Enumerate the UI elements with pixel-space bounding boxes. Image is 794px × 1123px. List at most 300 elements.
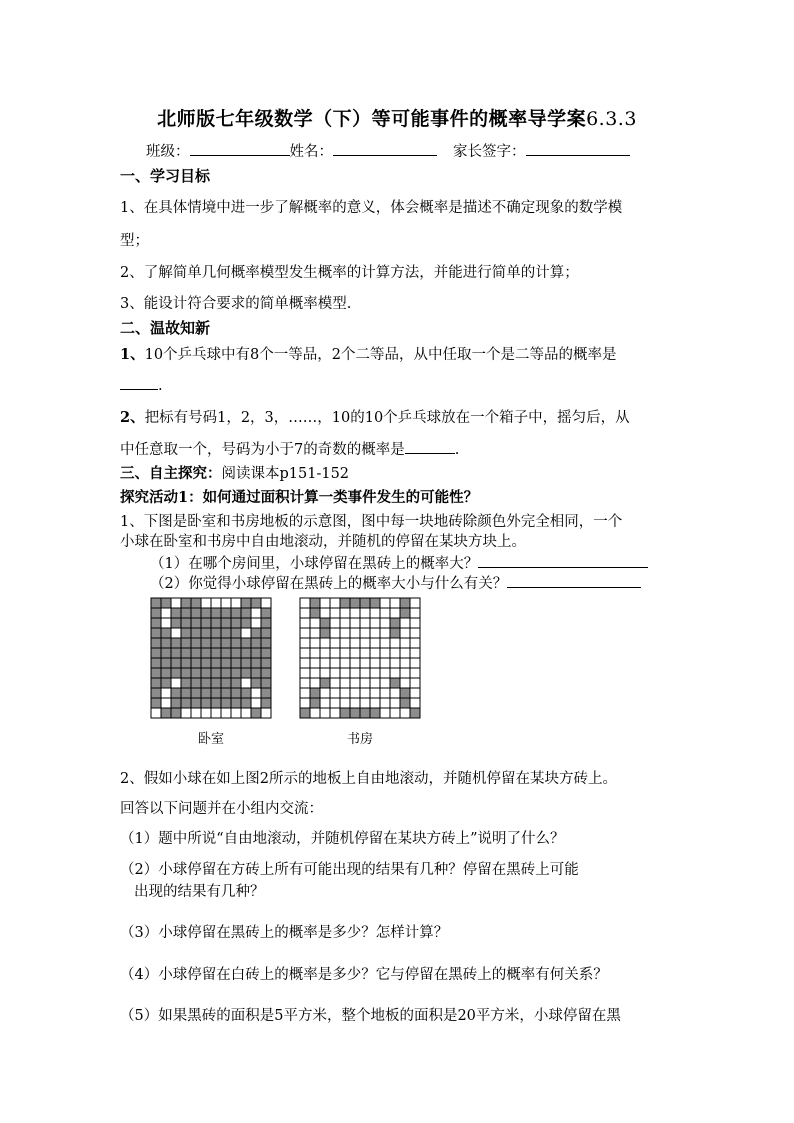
bedroom-light-tile: [231, 708, 241, 718]
bedroom-dark-tile: [261, 628, 271, 638]
problem-2-line-b: 回答以下问题并在小组内交流：: [120, 801, 323, 817]
study-dark-tile: [400, 698, 410, 708]
study-dark-tile: [340, 598, 350, 608]
bedroom-dark-tile: [211, 648, 221, 658]
study-light-tile: [360, 698, 370, 708]
study-light-tile: [310, 658, 320, 668]
bedroom-dark-tile: [261, 658, 271, 668]
study-light-tile: [380, 598, 390, 608]
bedroom-dark-tile: [201, 648, 211, 658]
study-light-tile: [360, 628, 370, 638]
study-light-tile: [330, 638, 340, 648]
study-light-tile: [400, 708, 410, 718]
bedroom-dark-tile: [221, 688, 231, 698]
bedroom-light-tile: [221, 598, 231, 608]
bedroom-light-tile: [201, 708, 211, 718]
study-light-tile: [340, 638, 350, 648]
bedroom-dark-tile: [251, 658, 261, 668]
study-dark-tile: [390, 678, 400, 688]
bedroom-dark-tile: [151, 608, 161, 618]
bedroom-dark-tile: [231, 648, 241, 658]
study-light-tile: [300, 698, 310, 708]
study-light-tile: [320, 658, 330, 668]
header-fields: [146, 140, 630, 161]
study-dark-tile: [400, 598, 410, 608]
study-light-tile: [380, 628, 390, 638]
bedroom-dark-tile: [191, 678, 201, 688]
bedroom-dark-tile: [151, 668, 161, 678]
bedroom-dark-tile: [231, 668, 241, 678]
study-light-tile: [370, 698, 380, 708]
review-q2-blank[interactable]: [405, 439, 455, 454]
study-light-tile: [320, 698, 330, 708]
bedroom-dark-tile: [151, 618, 161, 628]
bedroom-light-tile: [251, 618, 261, 628]
bedroom-dark-tile: [211, 668, 221, 678]
study-light-tile: [300, 608, 310, 618]
bedroom-dark-tile: [151, 658, 161, 668]
study-light-tile: [380, 678, 390, 688]
bedroom-dark-tile: [251, 638, 261, 648]
review-q2-number: 2、: [120, 409, 145, 426]
study-light-tile: [310, 668, 320, 678]
study-light-tile: [340, 628, 350, 638]
section-goals-heading: 一、学习目标: [120, 167, 211, 185]
study-light-tile: [350, 628, 360, 638]
review-q1-number: 1、: [120, 346, 145, 363]
bedroom-dark-tile: [211, 638, 221, 648]
study-light-tile: [370, 608, 380, 618]
study-light-tile: [370, 628, 380, 638]
study-light-tile: [410, 688, 420, 698]
bedroom-light-tile: [261, 598, 271, 608]
study-light-tile: [350, 688, 360, 698]
bedroom-dark-tile: [161, 658, 171, 668]
study-light-tile: [400, 638, 410, 648]
study-dark-tile: [310, 608, 320, 618]
bedroom-dark-tile: [201, 678, 211, 688]
bedroom-light-tile: [191, 708, 201, 718]
bedroom-dark-tile: [211, 608, 221, 618]
problem-2-question-2: （2）小球停留在方砖上所有可能出现的结果有几种？停留在黑砖上可能: [120, 862, 579, 878]
study-dark-tile: [390, 628, 400, 638]
name-label: 姓名：: [289, 144, 333, 160]
study-light-tile: [360, 618, 370, 628]
study-light-tile: [310, 628, 320, 638]
study-light-tile: [360, 648, 370, 658]
study-light-tile: [350, 648, 360, 658]
study-light-tile: [390, 638, 400, 648]
study-dark-tile: [350, 708, 360, 718]
bedroom-dark-tile: [181, 598, 191, 608]
study-light-tile: [380, 608, 390, 618]
study-light-tile: [300, 618, 310, 628]
study-light-tile: [300, 598, 310, 608]
bedroom-light-tile: [181, 708, 191, 718]
bedroom-light-tile: [161, 698, 171, 708]
study-light-tile: [400, 648, 410, 658]
bedroom-dark-tile: [251, 628, 261, 638]
study-light-tile: [350, 658, 360, 668]
study-light-tile: [350, 698, 360, 708]
bedroom-dark-tile: [241, 618, 251, 628]
study-dark-tile: [320, 628, 330, 638]
study-light-tile: [410, 608, 420, 618]
bedroom-light-tile: [171, 678, 181, 688]
page-title: [0, 104, 794, 131]
bedroom-dark-tile: [211, 618, 221, 628]
bedroom-dark-tile: [221, 658, 231, 668]
bedroom-dark-tile: [161, 638, 171, 648]
bedroom-light-tile: [151, 708, 161, 718]
study-light-tile: [380, 638, 390, 648]
bedroom-caption: 卧室: [198, 732, 225, 747]
study-light-tile: [360, 608, 370, 618]
bedroom-light-tile: [161, 688, 171, 698]
bedroom-dark-tile: [261, 678, 271, 688]
bedroom-dark-tile: [241, 648, 251, 658]
bedroom-dark-tile: [241, 608, 251, 618]
study-light-tile: [360, 678, 370, 688]
study-caption: 书房: [347, 732, 374, 747]
study-dark-tile: [360, 598, 370, 608]
study-light-tile: [410, 678, 420, 688]
problem-2-line-a: 2、假如小球在如上图2所示的地板上自由地滚动，并随机停留在某块方砖上。: [120, 771, 617, 787]
study-light-tile: [330, 628, 340, 638]
bedroom-dark-tile: [191, 608, 201, 618]
bedroom-dark-tile: [171, 688, 181, 698]
review-q1-blank[interactable]: [120, 375, 158, 390]
study-light-tile: [400, 618, 410, 628]
study-light-tile: [340, 658, 350, 668]
bedroom-dark-tile: [201, 608, 211, 618]
bedroom-dark-tile: [261, 618, 271, 628]
study-light-tile: [320, 608, 330, 618]
study-light-tile: [330, 608, 340, 618]
study-light-tile: [340, 648, 350, 658]
bedroom-dark-tile: [181, 698, 191, 708]
problem-1-q1-blank[interactable]: [478, 553, 648, 568]
study-light-tile: [350, 678, 360, 688]
bedroom-dark-tile: [221, 648, 231, 658]
bedroom-light-tile: [211, 598, 221, 608]
parent-sign-blank[interactable]: [526, 141, 630, 156]
study-light-tile: [410, 698, 420, 708]
bedroom-dark-tile: [251, 678, 261, 688]
review-question-1-answer: [120, 375, 163, 394]
study-light-tile: [310, 638, 320, 648]
study-light-tile: [350, 668, 360, 678]
bedroom-dark-tile: [211, 678, 221, 688]
study-light-tile: [360, 658, 370, 668]
study-light-tile: [320, 648, 330, 658]
bedroom-dark-tile: [251, 708, 261, 718]
bedroom-dark-tile: [181, 678, 191, 688]
study-light-tile: [300, 628, 310, 638]
study-light-tile: [380, 688, 390, 698]
section-review-heading: 二、温故知新: [120, 319, 211, 337]
study-light-tile: [330, 678, 340, 688]
bedroom-dark-tile: [201, 688, 211, 698]
bedroom-dark-tile: [211, 688, 221, 698]
study-light-tile: [410, 628, 420, 638]
bedroom-dark-tile: [211, 628, 221, 638]
study-light-tile: [330, 648, 340, 658]
study-light-tile: [400, 658, 410, 668]
bedroom-dark-tile: [261, 648, 271, 658]
problem-1-question-1: [150, 552, 648, 573]
bedroom-dark-tile: [161, 668, 171, 678]
study-floor-grid: [299, 597, 422, 719]
study-light-tile: [400, 678, 410, 688]
bedroom-light-tile: [251, 688, 261, 698]
bedroom-dark-tile: [151, 678, 161, 688]
study-light-tile: [390, 668, 400, 678]
bedroom-dark-tile: [171, 638, 181, 648]
bedroom-dark-tile: [241, 598, 251, 608]
bedroom-dark-tile: [151, 698, 161, 708]
goal-item-3: 3、能设计符合要求的简单概率模型.: [120, 296, 352, 312]
bedroom-dark-tile: [241, 668, 251, 678]
study-light-tile: [370, 618, 380, 628]
reading-assignment: 阅读课本p151-152: [221, 466, 350, 482]
bedroom-dark-tile: [191, 688, 201, 698]
bedroom-dark-tile: [231, 628, 241, 638]
bedroom-dark-tile: [201, 698, 211, 708]
goal-item-2: 2、了解简单几何概率模型发生概率的计算方法，并能进行简单的计算；: [120, 265, 579, 281]
bedroom-dark-tile: [261, 698, 271, 708]
bedroom-dark-tile: [211, 698, 221, 708]
bedroom-dark-tile: [261, 608, 271, 618]
bedroom-dark-tile: [171, 648, 181, 658]
bedroom-dark-tile: [171, 708, 181, 718]
study-light-tile: [300, 648, 310, 658]
bedroom-light-tile: [251, 608, 261, 618]
bedroom-dark-tile: [231, 678, 241, 688]
bedroom-dark-tile: [181, 618, 191, 628]
study-light-tile: [340, 618, 350, 628]
bedroom-light-tile: [221, 708, 231, 718]
study-light-tile: [320, 598, 330, 608]
review-q1-text: 10个乒乓球中有8个一等品，2个二等品，从中任取一个是二等品的概率是: [144, 347, 617, 363]
study-light-tile: [380, 648, 390, 658]
study-dark-tile: [390, 618, 400, 628]
bedroom-dark-tile: [191, 598, 201, 608]
study-dark-tile: [350, 598, 360, 608]
bedroom-dark-tile: [151, 638, 161, 648]
bedroom-dark-tile: [221, 668, 231, 678]
bedroom-dark-tile: [191, 668, 201, 678]
study-light-tile: [380, 618, 390, 628]
study-light-tile: [300, 688, 310, 698]
bedroom-dark-tile: [201, 658, 211, 668]
study-light-tile: [410, 658, 420, 668]
study-dark-tile: [410, 708, 420, 718]
bedroom-dark-tile: [231, 688, 241, 698]
study-dark-tile: [340, 708, 350, 718]
study-dark-tile: [320, 678, 330, 688]
explore-heading-text: 三、自主探究：: [120, 465, 222, 482]
bedroom-dark-tile: [191, 658, 201, 668]
problem-2-question-5: （5）如果黑砖的面积是5平方米，整个地板的面积是20平方米，小球停留在黑: [120, 1008, 621, 1024]
study-light-tile: [400, 668, 410, 678]
bedroom-dark-tile: [161, 628, 171, 638]
bedroom-dark-tile: [241, 688, 251, 698]
bedroom-light-tile: [211, 708, 221, 718]
study-light-tile: [350, 638, 360, 648]
study-light-tile: [300, 658, 310, 668]
bedroom-light-tile: [231, 598, 241, 608]
bedroom-dark-tile: [231, 658, 241, 668]
study-light-tile: [380, 668, 390, 678]
study-dark-tile: [310, 598, 320, 608]
bedroom-dark-tile: [241, 698, 251, 708]
review-question-2-cont: [120, 438, 459, 459]
review-q2-period: .: [454, 442, 460, 458]
study-light-tile: [330, 598, 340, 608]
review-q1-period: .: [158, 378, 163, 394]
study-light-tile: [360, 638, 370, 648]
study-light-tile: [320, 708, 330, 718]
bedroom-light-tile: [241, 678, 251, 688]
study-light-tile: [330, 618, 340, 628]
bedroom-dark-tile: [181, 668, 191, 678]
bedroom-light-tile: [251, 698, 261, 708]
study-light-tile: [300, 638, 310, 648]
bedroom-dark-tile: [161, 708, 171, 718]
study-light-tile: [380, 698, 390, 708]
problem-2-question-4: （4）小球停留在白砖上的概率是多少？它与停留在黑砖上的概率有何关系？: [120, 967, 608, 983]
bedroom-light-tile: [171, 598, 181, 608]
bedroom-light-tile: [171, 628, 181, 638]
problem-2-question-3: （3）小球停留在黑砖上的概率是多少？怎样计算？: [120, 925, 449, 941]
bedroom-dark-tile: [241, 638, 251, 648]
problem-1-q2-blank[interactable]: [507, 573, 641, 588]
bedroom-dark-tile: [151, 628, 161, 638]
bedroom-dark-tile: [261, 688, 271, 698]
study-dark-tile: [310, 688, 320, 698]
study-light-tile: [360, 688, 370, 698]
bedroom-dark-tile: [181, 688, 191, 698]
bedroom-light-tile: [161, 608, 171, 618]
bedroom-dark-tile: [161, 648, 171, 658]
bedroom-light-tile: [241, 628, 251, 638]
bedroom-dark-tile: [181, 658, 191, 668]
study-light-tile: [410, 668, 420, 678]
bedroom-dark-tile: [261, 668, 271, 678]
study-light-tile: [330, 688, 340, 698]
study-light-tile: [330, 668, 340, 678]
study-light-tile: [310, 678, 320, 688]
study-light-tile: [300, 678, 310, 688]
bedroom-dark-tile: [221, 698, 231, 708]
study-light-tile: [400, 628, 410, 638]
bedroom-dark-tile: [231, 608, 241, 618]
study-dark-tile: [310, 698, 320, 708]
study-light-tile: [310, 648, 320, 658]
review-question-1: [120, 343, 617, 364]
study-light-tile: [360, 668, 370, 678]
study-light-tile: [370, 638, 380, 648]
bedroom-dark-tile: [171, 698, 181, 708]
study-dark-tile: [300, 708, 310, 718]
study-light-tile: [390, 688, 400, 698]
bedroom-dark-tile: [221, 678, 231, 688]
study-light-tile: [390, 708, 400, 718]
study-light-tile: [390, 598, 400, 608]
bedroom-dark-tile: [221, 618, 231, 628]
study-light-tile: [370, 658, 380, 668]
review-question-2: [120, 406, 630, 427]
bedroom-dark-tile: [171, 668, 181, 678]
bedroom-dark-tile: [191, 618, 201, 628]
goal-item-1: 1、在具体情境中进一步了解概率的意义，体会概率是描述不确定现象的数学模: [120, 200, 623, 216]
bedroom-light-tile: [161, 618, 171, 628]
bedroom-dark-tile: [251, 648, 261, 658]
bedroom-dark-tile: [151, 598, 161, 608]
bedroom-dark-tile: [201, 668, 211, 678]
class-blank[interactable]: [190, 141, 290, 156]
bedroom-dark-tile: [231, 638, 241, 648]
study-light-tile: [320, 638, 330, 648]
bedroom-dark-tile: [181, 608, 191, 618]
bedroom-floor-grid: [150, 597, 273, 719]
bedroom-dark-tile: [161, 678, 171, 688]
study-light-tile: [330, 658, 340, 668]
bedroom-dark-tile: [211, 658, 221, 668]
bedroom-light-tile: [241, 708, 251, 718]
study-light-tile: [310, 618, 320, 628]
study-light-tile: [390, 658, 400, 668]
title-version: 6.3.3: [586, 108, 637, 130]
study-dark-tile: [400, 608, 410, 618]
activity-title: 探究活动1：如何通过面积计算一类事件发生的可能性？: [120, 489, 479, 506]
bedroom-dark-tile: [191, 648, 201, 658]
study-light-tile: [300, 668, 310, 678]
bedroom-dark-tile: [151, 648, 161, 658]
problem-2-question-2-cont: 出现的结果有几种？: [134, 884, 265, 900]
bedroom-dark-tile: [171, 618, 181, 628]
study-light-tile: [410, 638, 420, 648]
study-dark-tile: [370, 598, 380, 608]
study-light-tile: [340, 698, 350, 708]
bedroom-dark-tile: [181, 638, 191, 648]
study-light-tile: [370, 648, 380, 658]
bedroom-dark-tile: [191, 638, 201, 648]
bedroom-dark-tile: [151, 688, 161, 698]
bedroom-dark-tile: [181, 628, 191, 638]
bedroom-dark-tile: [191, 698, 201, 708]
bedroom-dark-tile: [201, 628, 211, 638]
problem-2-question-1: （1）题中所说“自由地滚动，并随机停留在某块方砖上”说明了什么？: [120, 831, 565, 847]
study-dark-tile: [370, 708, 380, 718]
study-light-tile: [340, 678, 350, 688]
bedroom-dark-tile: [221, 638, 231, 648]
bedroom-dark-tile: [201, 638, 211, 648]
study-light-tile: [340, 608, 350, 618]
problem-1-line-b: 小球在卧室和书房中自由地滚动，并随机的停留在某块方块上。: [120, 534, 526, 550]
problem-1-q2-text: （2）你觉得小球停留在黑砖上的概率大小与什么有关？: [150, 576, 508, 592]
name-blank[interactable]: [333, 141, 437, 156]
bedroom-dark-tile: [231, 618, 241, 628]
bedroom-dark-tile: [221, 628, 231, 638]
bedroom-dark-tile: [171, 658, 181, 668]
study-light-tile: [340, 688, 350, 698]
problem-1-q1-text: （1）在哪个房间里，小球停留在黑砖上的概率大？: [150, 556, 479, 572]
bedroom-dark-tile: [171, 608, 181, 618]
study-light-tile: [380, 658, 390, 668]
bedroom-dark-tile: [231, 698, 241, 708]
